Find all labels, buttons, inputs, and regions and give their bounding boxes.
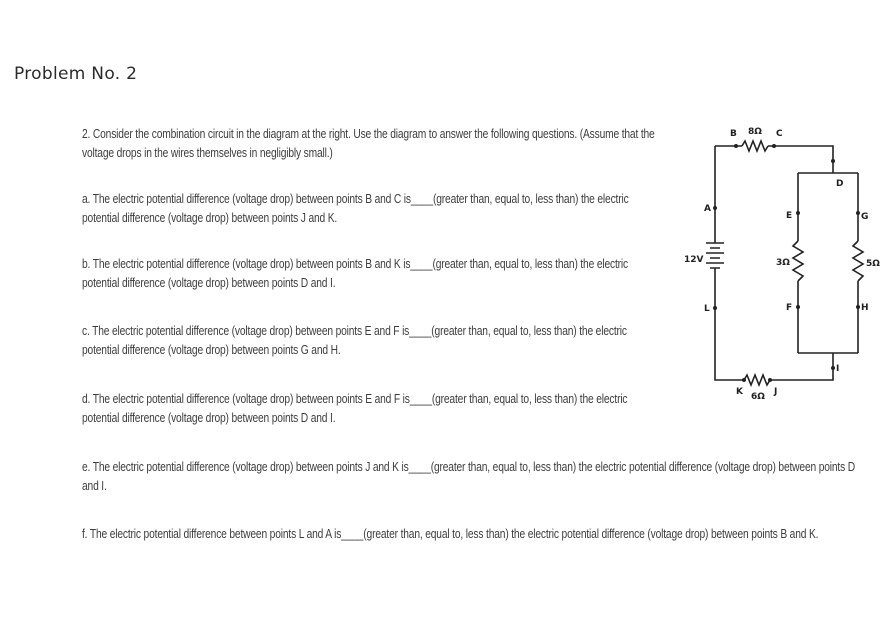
- point-dot-l: [713, 306, 717, 310]
- question-e: e. The electric potential difference (voltage drop) between points J and K is____(greater than, equal to, less than) the electric potential difference (voltage drop) between points D and I.: [82, 460, 855, 493]
- label-b: B: [730, 129, 737, 139]
- point-dot-g: [856, 211, 860, 215]
- question-b: b. The electric potential difference (voltage drop) between points B and K is____(greater than, equal to, less than) the electric potential difference (voltage drop) between points D and I.: [82, 257, 628, 290]
- label-f: F: [786, 303, 793, 313]
- point-dot-b: [734, 144, 738, 148]
- label-g: G: [861, 212, 869, 222]
- resistor-top: [742, 141, 768, 151]
- resistor-bottom: [744, 375, 770, 385]
- resistor-left: [793, 241, 803, 281]
- label-d: D: [836, 179, 844, 189]
- wire-top-right: [768, 146, 833, 173]
- label-r-right: 5Ω: [866, 259, 880, 269]
- label-battery: 12V: [684, 255, 704, 265]
- point-dot-d: [831, 159, 835, 163]
- question-d: d. The electric potential difference (voltage drop) between points E and F is____(greater than, equal to, less than) the electric potential difference (voltage drop) between points D and I.: [82, 392, 628, 425]
- point-dot-i: [831, 366, 835, 370]
- label-c: C: [776, 129, 783, 139]
- battery: [706, 243, 724, 268]
- wire-left-bottom: [715, 268, 744, 380]
- label-j: J: [774, 387, 778, 397]
- point-dot-k: [742, 378, 746, 382]
- label-a: A: [704, 204, 711, 214]
- resistor-right: [853, 241, 863, 281]
- point-dot-j: [768, 378, 772, 382]
- question-f: f. The electric potential difference between points L and A is____(greater than, equal to, less than) the electric potential difference (voltage drop) between points B and K.: [82, 527, 819, 541]
- point-dot-h: [856, 305, 860, 309]
- label-l: L: [704, 304, 710, 314]
- point-dot-c: [772, 144, 776, 148]
- point-dot-f: [796, 305, 800, 309]
- label-r-bottom: 6Ω: [751, 392, 765, 402]
- label-i: I: [836, 364, 840, 374]
- question-intro: 2. Consider the combination circuit in the diagram at the right. Use the diagram to answer the following questions. (Assume that the voltage drops in the wires themselves in negligibly small.): [82, 127, 655, 160]
- circuit-diagram: [668, 118, 881, 418]
- point-dot-a: [713, 206, 717, 210]
- label-r-top: 8Ω: [748, 127, 762, 137]
- question-a: a. The electric potential difference (voltage drop) between points B and C is____(greater than, equal to, less than) the electric potential difference (voltage drop) between points J and K.: [82, 192, 629, 225]
- wire-bottom-right: [770, 353, 833, 380]
- label-e: E: [786, 211, 793, 221]
- label-h: H: [861, 303, 869, 313]
- label-r-left: 3Ω: [776, 258, 790, 268]
- problem-title: Problem No. 2: [14, 64, 138, 84]
- point-dot-e: [796, 211, 800, 215]
- question-c: c. The electric potential difference (voltage drop) between points E and F is____(greater than, equal to, less than) the electric potential difference (voltage drop) between points G and H.: [82, 324, 627, 357]
- label-k: K: [736, 387, 743, 397]
